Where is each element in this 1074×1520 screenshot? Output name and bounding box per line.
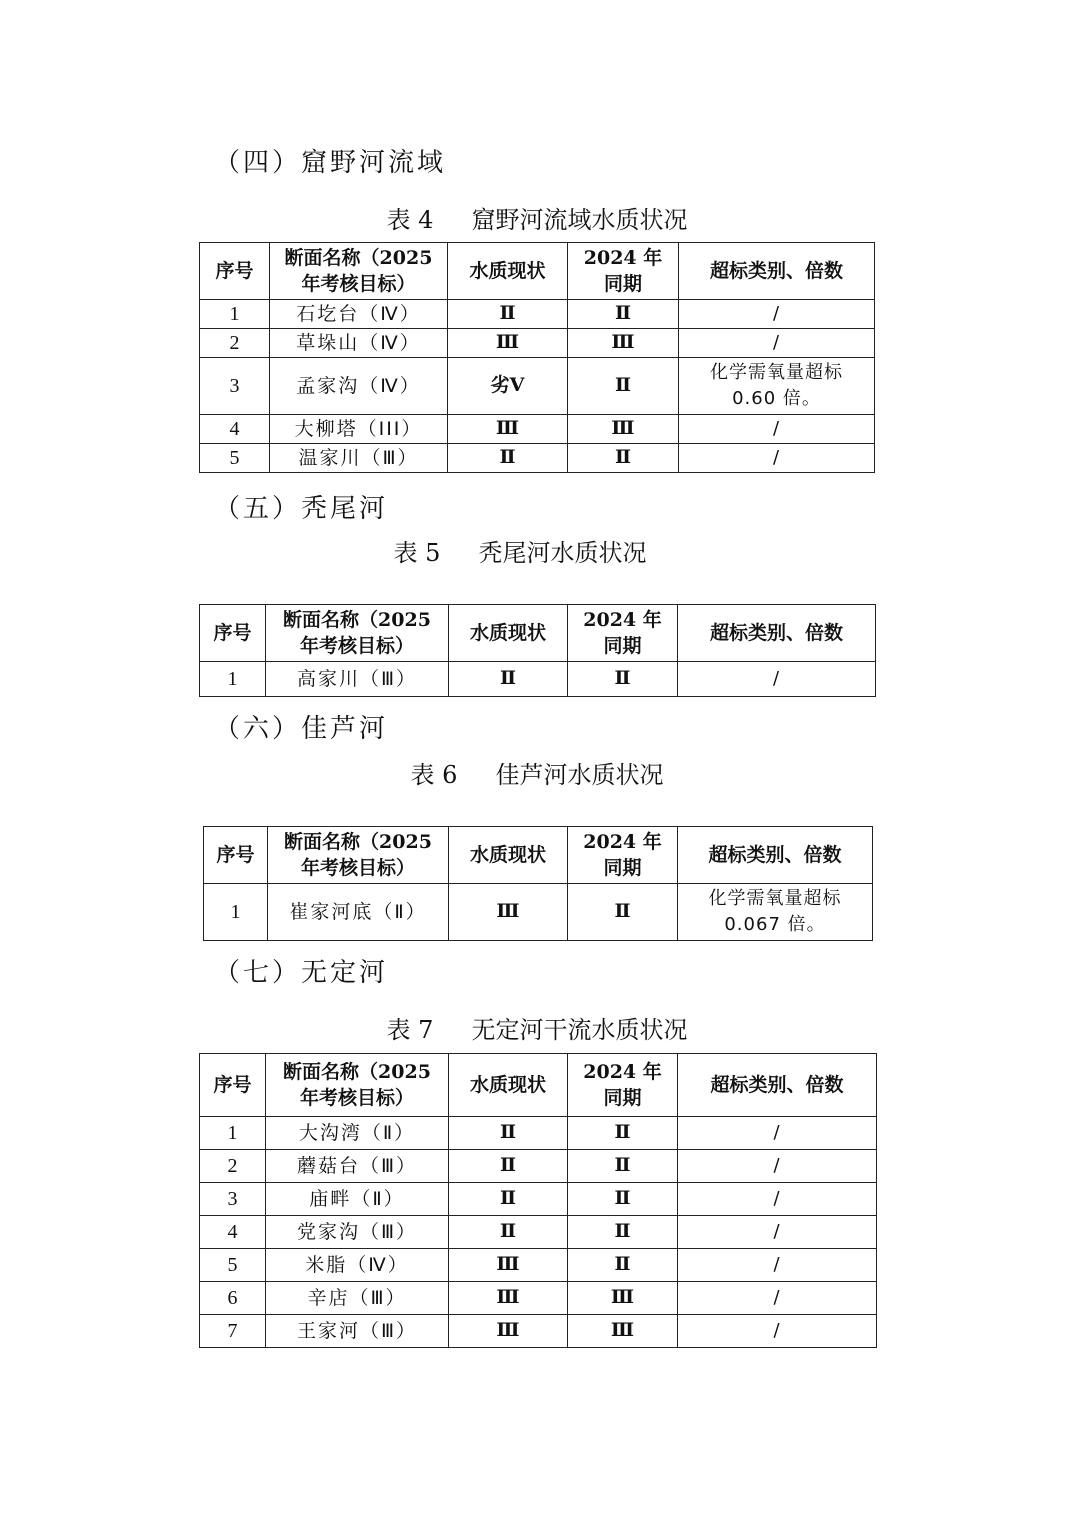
table-number: 表 5 — [393, 539, 441, 567]
header-exceedance: 超标类别、倍数 — [679, 243, 875, 300]
section-heading: （六）佳芦河 — [214, 714, 389, 744]
header-same-period — [568, 243, 679, 300]
cell-section-name: 高家川（Ⅲ） — [266, 662, 449, 697]
cell-section-name: 温家川（Ⅲ） — [270, 444, 448, 473]
cell-seq: 4 — [200, 415, 270, 444]
cell-exceedance — [679, 444, 875, 473]
cell-section-name: 庙畔（Ⅱ） — [266, 1183, 449, 1216]
header-seq: 序号 — [200, 1054, 266, 1117]
cell-quality: Ⅲ — [448, 329, 568, 358]
header-section-name-line1: 断面名称（2025 — [283, 1061, 431, 1083]
header-seq: 序号 — [204, 827, 268, 884]
water-quality-table — [203, 826, 873, 941]
header-section-name-line1: 断面名称（2025 — [284, 247, 433, 269]
cell-quality: Ⅱ — [449, 1183, 568, 1216]
cell-exceedance — [679, 358, 875, 415]
cell-same-period: Ⅱ — [568, 884, 678, 941]
cell-exceedance-line: 化学需氧量超标 — [708, 888, 842, 909]
table-title: 秃尾河水质状况 — [478, 539, 647, 567]
table-caption — [394, 533, 647, 568]
header-seq: 序号 — [200, 605, 266, 662]
cell-same-period: Ⅱ — [568, 1216, 678, 1249]
cell-exceedance — [679, 329, 875, 358]
cell-section-name: 蘑菇台（Ⅲ） — [266, 1150, 449, 1183]
cell-exceedance-line: / — [773, 1122, 781, 1143]
cell-exceedance — [678, 1150, 877, 1183]
table-title: 无定河干流水质状况 — [471, 1016, 688, 1044]
cell-exceedance — [679, 415, 875, 444]
cell-exceedance-line: / — [772, 447, 781, 468]
cell-exceedance — [678, 1216, 877, 1249]
header-same-period — [568, 1054, 678, 1117]
section-heading: （四）窟野河流域 — [214, 148, 447, 178]
cell-exceedance-line: 0.60 倍。 — [732, 388, 821, 409]
cell-exceedance — [679, 300, 875, 329]
header-quality: 水质现状 — [448, 243, 568, 300]
cell-exceedance — [678, 1282, 877, 1315]
header-section-name-line2: 年考核目标） — [300, 857, 415, 879]
header-same-period-line2: 同期 — [603, 273, 642, 295]
cell-exceedance — [678, 1315, 877, 1348]
table-row — [200, 1249, 877, 1282]
cell-exceedance-line: / — [772, 303, 781, 324]
cell-section-name: 王家河（Ⅲ） — [266, 1315, 449, 1348]
table-row — [200, 300, 875, 329]
cell-same-period: Ⅲ — [568, 1315, 678, 1348]
cell-same-period: Ⅱ — [568, 358, 679, 415]
cell-same-period: Ⅱ — [568, 1183, 678, 1216]
header-section-name — [266, 605, 449, 662]
cell-quality: Ⅱ — [449, 1216, 568, 1249]
table-caption — [387, 1010, 688, 1045]
cell-same-period: Ⅱ — [568, 662, 678, 697]
table-row — [200, 1183, 877, 1216]
table-row — [200, 1315, 877, 1348]
cell-exceedance-line: / — [772, 332, 781, 353]
cell-quality: Ⅱ — [448, 444, 568, 473]
header-same-period-line2: 同期 — [603, 635, 642, 657]
cell-section-name: 党家沟（Ⅲ） — [266, 1216, 449, 1249]
table-header-row — [200, 605, 876, 662]
header-same-period-line2: 同期 — [603, 1087, 642, 1109]
cell-exceedance-line: / — [772, 418, 781, 439]
table-row — [200, 329, 875, 358]
cell-same-period: Ⅲ — [568, 415, 679, 444]
table-row — [200, 1117, 877, 1150]
header-seq: 序号 — [200, 243, 270, 300]
header-same-period-line1: 2024 年 — [583, 1061, 662, 1083]
cell-exceedance — [678, 1183, 877, 1216]
cell-same-period: Ⅱ — [568, 1249, 678, 1282]
header-exceedance: 超标类别、倍数 — [678, 605, 876, 662]
header-exceedance: 超标类别、倍数 — [678, 1054, 877, 1117]
cell-section-name: 孟家沟（Ⅳ） — [270, 358, 448, 415]
cell-quality: Ⅲ — [448, 415, 568, 444]
table-row — [200, 444, 875, 473]
cell-section-name: 草垛山（Ⅳ） — [270, 329, 448, 358]
cell-exceedance-line: / — [773, 1320, 781, 1341]
header-section-name — [266, 1054, 449, 1117]
table-row — [200, 1282, 877, 1315]
water-quality-table — [199, 242, 875, 473]
table-header-row — [200, 243, 875, 300]
header-same-period-line1: 2024 年 — [583, 609, 662, 631]
cell-same-period: Ⅱ — [568, 300, 679, 329]
table-title: 窟野河流域水质状况 — [471, 206, 688, 234]
header-same-period-line1: 2024 年 — [583, 247, 663, 269]
cell-seq: 1 — [200, 300, 270, 329]
table-number: 表 7 — [386, 1016, 434, 1044]
header-quality: 水质现状 — [449, 1054, 568, 1117]
section-heading: （七）无定河 — [214, 958, 389, 988]
cell-quality: Ⅱ — [449, 1150, 568, 1183]
header-section-name-line1: 断面名称（2025 — [283, 609, 431, 631]
cell-same-period: Ⅲ — [568, 1282, 678, 1315]
table-header-row — [200, 1054, 877, 1117]
table-caption — [411, 755, 664, 790]
cell-exceedance-line: / — [773, 1287, 781, 1308]
cell-quality: Ⅱ — [448, 300, 568, 329]
cell-quality: Ⅲ — [449, 1315, 568, 1348]
cell-exceedance-line: / — [773, 1155, 781, 1176]
header-section-name — [268, 827, 449, 884]
header-quality: 水质现状 — [449, 827, 568, 884]
cell-seq: 3 — [200, 358, 270, 415]
cell-section-name: 辛店（Ⅲ） — [266, 1282, 449, 1315]
header-section-name-line2: 年考核目标） — [299, 1087, 414, 1109]
cell-seq: 3 — [200, 1183, 266, 1216]
table-row — [200, 662, 876, 697]
table-row — [200, 415, 875, 444]
cell-same-period: Ⅱ — [568, 1117, 678, 1150]
cell-seq: 5 — [200, 444, 270, 473]
cell-seq: 4 — [200, 1216, 266, 1249]
cell-same-period: Ⅲ — [568, 329, 679, 358]
cell-exceedance — [678, 884, 873, 941]
cell-exceedance-line: / — [773, 1221, 781, 1242]
header-same-period-line2: 同期 — [603, 857, 642, 879]
cell-same-period: Ⅱ — [568, 1150, 678, 1183]
cell-same-period: Ⅱ — [568, 444, 679, 473]
cell-quality: Ⅱ — [449, 662, 568, 697]
table-number: 表 4 — [386, 206, 434, 234]
header-section-name-line2: 年考核目标） — [299, 635, 414, 657]
cell-exceedance-line: 化学需氧量超标 — [710, 362, 843, 383]
header-section-name-line2: 年考核目标） — [301, 273, 416, 295]
cell-exceedance-line: / — [773, 1254, 781, 1275]
cell-seq: 2 — [200, 1150, 266, 1183]
cell-seq: 6 — [200, 1282, 266, 1315]
header-exceedance: 超标类别、倍数 — [678, 827, 873, 884]
cell-exceedance — [678, 1117, 877, 1150]
header-same-period — [568, 827, 678, 884]
water-quality-table — [199, 1053, 877, 1348]
cell-quality: Ⅱ — [449, 1117, 568, 1150]
header-quality: 水质现状 — [449, 605, 568, 662]
section-heading: （五）秃尾河 — [214, 494, 389, 524]
table-caption — [387, 200, 688, 235]
cell-exceedance — [678, 662, 876, 697]
cell-seq: 1 — [200, 662, 266, 697]
cell-exceedance-line: / — [773, 1188, 781, 1209]
table-number: 表 6 — [410, 761, 458, 789]
cell-exceedance-line: 0.067 倍。 — [724, 914, 826, 935]
cell-quality: Ⅲ — [449, 1282, 568, 1315]
header-section-name — [270, 243, 448, 300]
cell-seq: 1 — [204, 884, 268, 941]
cell-exceedance-line: / — [772, 668, 781, 689]
table-header-row — [204, 827, 873, 884]
header-section-name-line1: 断面名称（2025 — [284, 831, 432, 853]
cell-seq: 7 — [200, 1315, 266, 1348]
cell-seq: 2 — [200, 329, 270, 358]
cell-quality: Ⅲ — [449, 884, 568, 941]
cell-quality: 劣Ⅴ — [448, 358, 568, 415]
cell-section-name: 石圪台（Ⅳ） — [270, 300, 448, 329]
cell-quality: Ⅲ — [449, 1249, 568, 1282]
cell-exceedance — [678, 1249, 877, 1282]
cell-section-name: 米脂（Ⅳ） — [266, 1249, 449, 1282]
cell-seq: 5 — [200, 1249, 266, 1282]
cell-section-name: 大柳塔（III） — [270, 415, 448, 444]
cell-section-name: 崔家河底（Ⅱ） — [268, 884, 449, 941]
table-row — [200, 1150, 877, 1183]
header-same-period-line1: 2024 年 — [583, 831, 662, 853]
table-row — [200, 1216, 877, 1249]
header-same-period — [568, 605, 678, 662]
cell-section-name: 大沟湾（Ⅱ） — [266, 1117, 449, 1150]
cell-seq: 1 — [200, 1117, 266, 1150]
water-quality-table — [199, 604, 876, 697]
table-row — [204, 884, 873, 941]
table-row — [200, 358, 875, 415]
table-title: 佳芦河水质状况 — [495, 761, 664, 789]
